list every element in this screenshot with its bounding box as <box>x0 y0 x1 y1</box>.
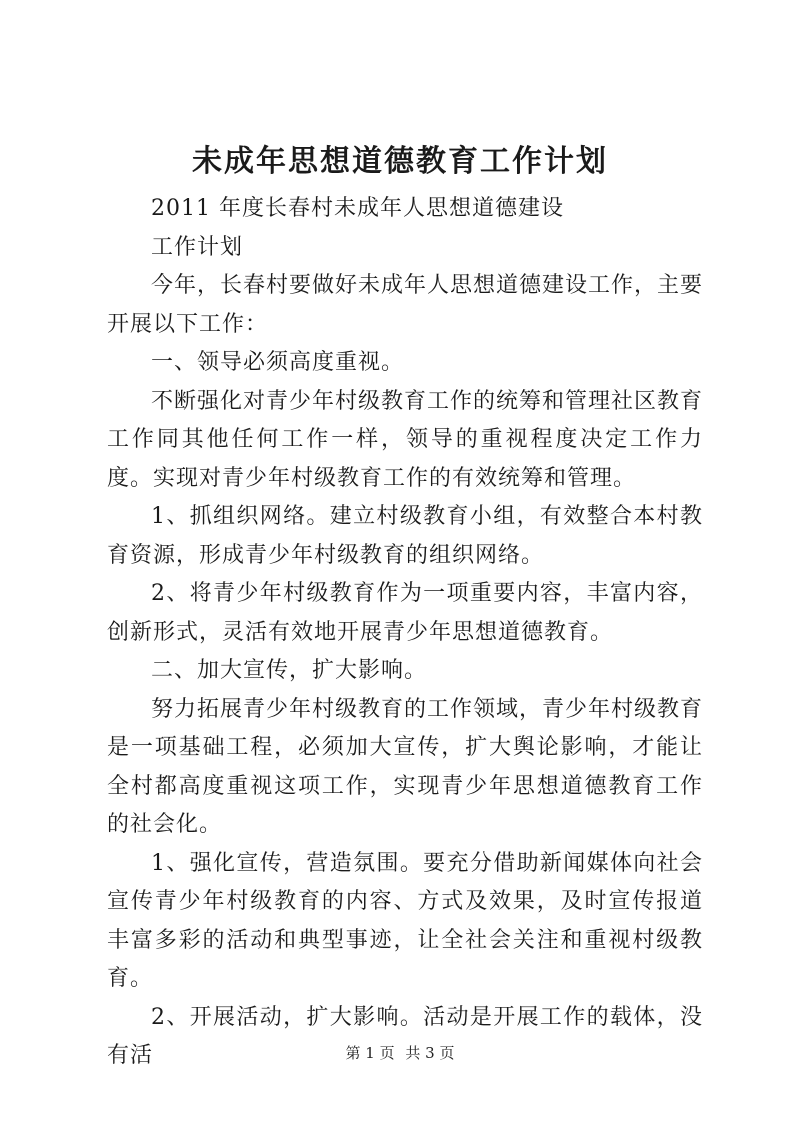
paragraph: 2011 年度长春村未成年人思想道德建设 <box>151 196 564 221</box>
paragraph: 今年，长春村要做好未成年人思想道德建设工作，主要开展以下工作： <box>107 273 704 337</box>
paragraph: 努力拓展青少年村级教育的工作领域，青少年村级教育是一项基础工程，必须加大宣传，扩大舆论影响，才能让全村都高度重视这项工作，实现青少年思想道德教育工作的社会化。 <box>107 696 704 837</box>
paragraph: 1、抓组织网络。建立村级教育小组，有效整合本村教育资源，形成青少年村级教育的组织网络。 <box>107 504 703 568</box>
document-body <box>107 190 703 1076</box>
paragraph: 2、将青少年村级教育作为一项重要内容，丰富内容，创新形式，灵活有效地开展青少年思想道德教育。 <box>107 581 703 645</box>
paragraph: 一、领导必须高度重视。 <box>151 350 405 375</box>
paragraph: 工作计划 <box>151 234 244 260</box>
paragraph: 二、加大宣传，扩大影响。 <box>151 658 428 683</box>
page-total: 共 3 页 <box>405 1044 455 1062</box>
paragraph: 1、强化宣传，营造氛围。要充分借助新闻媒体向社会宣传青少年村级教育的内容、方式及效果，及时宣传报道丰富多彩的活动和典型事迹，让全社会关注和重视村级教育。 <box>107 850 703 991</box>
page-footer <box>0 1043 800 1063</box>
paragraph: 不断强化对青少年村级教育工作的统筹和管理社区教育工作同其他任何工作一样，领导的重视程度决定工作力度。实现对青少年村级教育工作的有效统筹和管理。 <box>107 388 704 491</box>
page-number: 第 1 页 <box>345 1044 395 1062</box>
document-title: 未成年思想道德教育工作计划 <box>192 144 608 179</box>
paragraph: 2、开展活动，扩大影响。活动是开展工作的载体，没有活 <box>107 1004 703 1068</box>
